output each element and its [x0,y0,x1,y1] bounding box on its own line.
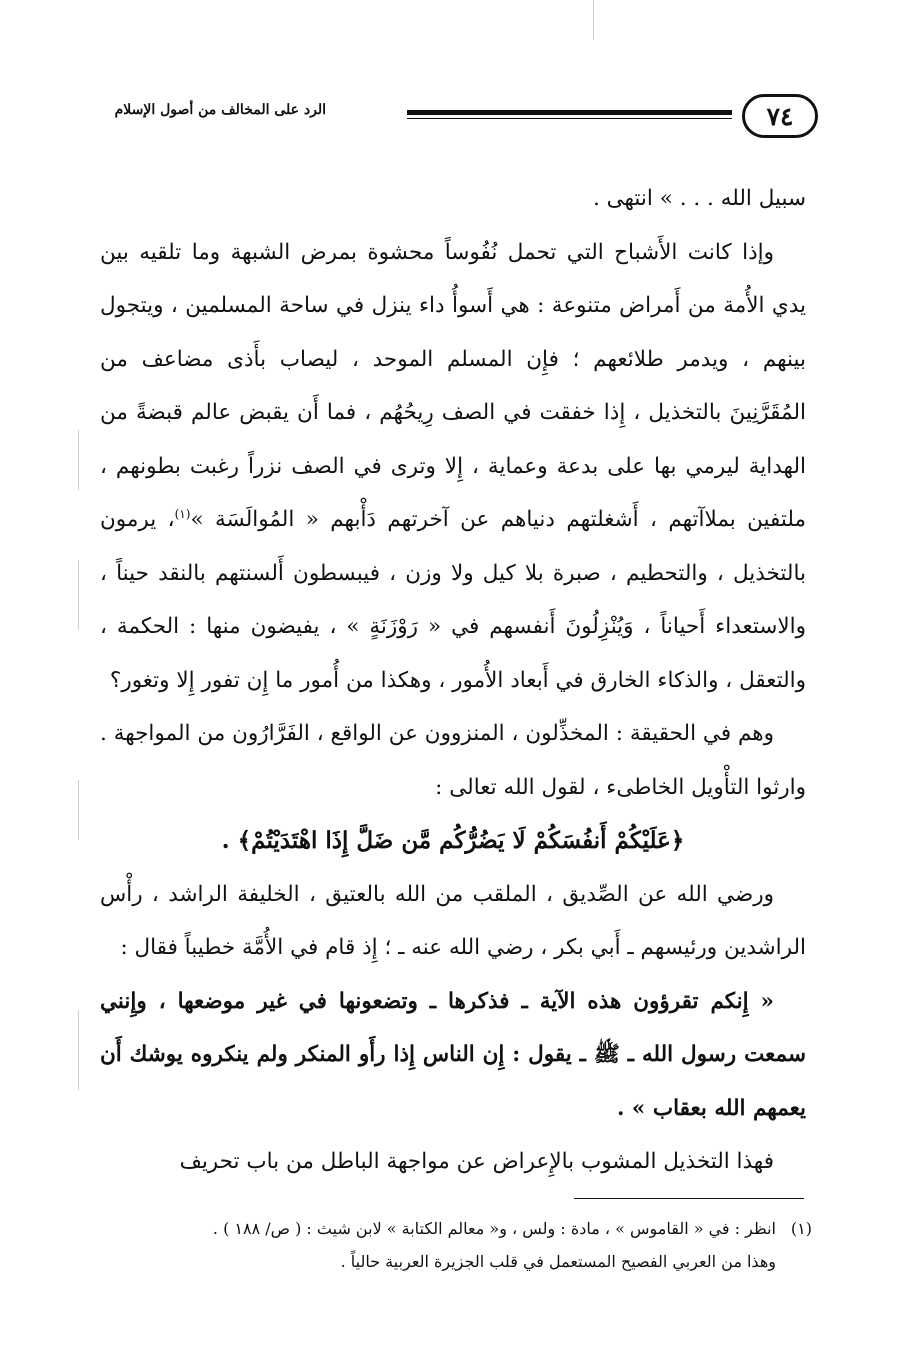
footnote-number: (١) [790,1219,812,1238]
page-header [96,94,818,144]
paragraph: وهم في الحقيقة : المخذِّلون ، المنزوون عن الواقع ، الفَرَّارُون من المواجهة . وارثوا التأْويل الخاطىء ، لقول الله تعالى : [100,721,806,800]
paragraph: ورضي الله عن الصِّديق ، الملقب من الله بالعتيق ، الخليفة الراشد ، رأْس الراشدين ورئيسهم ـ أَبي بكر ، رضي الله عنه ـ ؛ إِذ قام في الأُمَّة خطيباً فقال : [100,881,806,960]
scan-mark [78,560,79,630]
scan-mark [78,780,79,840]
footnote-text: انظر : في « القاموس » ، مادة : ولس ، و« معالم الكتابة » لابن شيث : ( ص/ ١٨٨ ) . [212,1219,776,1238]
quran-verse: ﴿عَلَيْكُمْ أَنفُسَكُمْ لَا يَضُرُّكُم مَّن ضَلَّ إِذَا اهْتَدَيْتُمْ﴾ . [221,827,685,854]
footnote-divider [574,1198,804,1199]
header-rule [407,110,732,119]
body-text [100,172,806,1189]
hadith-quote: « إِنكم تقرؤون هذه الآية ـ فذكرها ـ وتضعونها في غير موضعها ، وإِنني سمعت رسول الله ـ ﷺ ـ يقول : إِن الناس إِذا رأَو المنكر ولم ينكروه يوشك أَن يعمهم الله بعقاب » . [100,988,806,1121]
scan-mark [78,1010,79,1090]
footnote-reference[interactable]: (١) [174,506,191,521]
scan-mark [593,0,594,40]
scan-mark [78,430,79,490]
paragraph: فهذا التخذيل المشوب بالإِعراض عن مواجهة الباطل من باب تحريف [179,1149,774,1174]
paragraph: سبيل الله . . . » انتهى . [592,186,806,211]
footnotes [112,1212,812,1278]
page-number: ٧٤ [742,94,818,138]
paragraph-text: وإذا كانت الأَشباح التي تحمل نُفُوساً محشوة بمرض الشبهة وما تلقيه بين يدي الأُمة من أَمراض متنوعة : هي أَسوأُ داء ينزل في ساحة المسلمين ، ويتجول بينهم ، ويدمر طلائعهم ؛ فإِن المسلم الموحد ، ليصاب بأَذى مضاعف من المُقَرَّنِينَ بالتخذيل ، إِذا خفقت في الصف رِيحُهُم ، فما أَن يقبض عالم قبضةً من الهداية ليرمي بها على بدعة وعماية ، إِلا وترى في الصف نزراً رغبت بطونهم ، ملتفين بملاآتهم ، أَشغلتهم دنياهم عن آخرتهم دَأْبهم « المُوالَسَة » [100,239,806,532]
running-title: الرد على المخالف من أصول الإسلام [114,102,326,118]
paragraph-text: ، يرمون بالتخذيل ، والتحطيم ، صبرة بلا كيل ولا وزن ، فيبسطون أَلسنتهم بالنقد حيناً ، والاستعداء أَحياناً ، وَيُنْزِلُونَ أَنفسهم في « رَوْزَنَةٍ » ، يفيضون منها : الحكمة ، والتعقل ، والذكاء الخارق في أَبعاد الأُمور ، وهكذا من أُمور ما إِن تفور إِلا وتغور؟ [100,507,806,693]
paragraph [100,226,806,708]
footnote-text: وهذا من العربي الفصيح المستعمل في قلب الجزيرة العربية حالياً . [340,1252,776,1271]
footnote-item [112,1212,812,1245]
